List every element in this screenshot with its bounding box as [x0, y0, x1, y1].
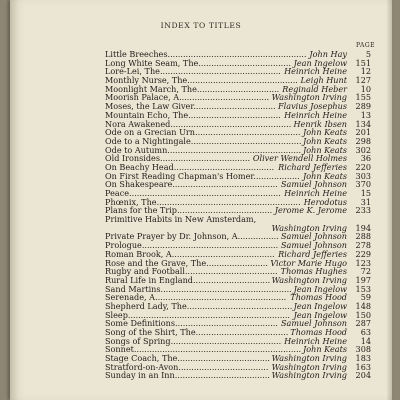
entry-title: Song of the Shirt, The.................................... — [105, 327, 289, 337]
entry-page-number: 289 — [355, 101, 371, 112]
dot-leader: ......................................... — [172, 179, 278, 190]
entry-page-number: 5 — [365, 49, 371, 59]
entry-page-number: 233 — [355, 205, 371, 216]
entry-author: Victor Marie Hugo — [270, 257, 347, 268]
entry-title: Old Ironsides................................... — [105, 153, 251, 164]
entry-author: Heinrich Heine — [284, 66, 347, 77]
entry-author: John Keats — [303, 135, 347, 146]
entry-page-number: 302 — [355, 144, 371, 155]
entry-page-number: 13 — [360, 109, 371, 120]
entry-page-number: 204 — [355, 370, 371, 381]
dot-leader: ........................................... — [187, 75, 298, 86]
entry-author: Samuel Johnson — [281, 318, 347, 329]
entry-title: Primitive Habits in New Amsterdam, — [105, 214, 257, 225]
dot-leader: .............................. — [192, 274, 271, 285]
dot-leader: .................................... — [177, 353, 270, 364]
entry-title: Sand Martins................................................... — [105, 283, 292, 294]
entry-page-number: 155 — [355, 92, 371, 103]
dot-leader: ................ — [237, 231, 279, 242]
entry-title: Rugby and Football.................................... — [105, 266, 278, 277]
dot-leader: ........................................................ — [156, 196, 301, 207]
entry-author: Samuel Johnson — [281, 240, 347, 251]
entry-title: Phœnix, The........................................................ — [105, 196, 301, 207]
entry-author: John Keats — [303, 170, 347, 181]
entry-author: Thomas Hood — [290, 292, 347, 303]
entry-page-number: 31 — [360, 196, 371, 207]
entry-title: Prologue..................................................... — [105, 240, 279, 251]
entry-author: Heinrich Heine — [284, 188, 347, 198]
entry-page-number: 220 — [355, 161, 371, 172]
entry-title: Long White Seam, The.................................... — [105, 57, 291, 68]
entry-author: Henrik Ibsen — [293, 118, 347, 129]
entry-page-number: 183 — [355, 353, 371, 364]
entry-author: Jean Ingelow — [293, 309, 347, 320]
entry-title: On Beachy Head....................................... — [105, 161, 275, 172]
dot-leader: ........................ — [206, 257, 268, 268]
dot-leader: ........................................ — [171, 248, 275, 259]
index-heading: INDEX TO TITLES — [160, 21, 242, 30]
dot-leader: ............................................... — [159, 66, 281, 77]
entry-author: Washington Irving — [271, 222, 347, 233]
entry-page-number: 127 — [355, 75, 371, 86]
entry-author: Washington Irving — [271, 353, 347, 364]
entry-title: Rose and the Grave, The........................ — [105, 257, 268, 268]
entry-title: Songs of Spring........................................... — [105, 335, 282, 346]
dot-leader: .................................... — [195, 327, 289, 337]
entry-title: Moorish Palace, A................................... — [105, 92, 270, 103]
entry-author: Thomas Hood — [290, 327, 347, 337]
entry-page-number: 370 — [355, 179, 371, 190]
entry-author: Heinrich Heine — [284, 109, 347, 120]
entry-page-number: 12 — [360, 66, 371, 77]
entry-title: Sonnet................................................................. — [105, 344, 302, 355]
entry-page-number: 298 — [355, 135, 371, 146]
dot-leader: .................................... — [198, 57, 291, 68]
entry-author: Richard Jefferies — [278, 161, 347, 172]
entry-title: Moonlight March, The................................ — [105, 83, 280, 94]
dot-leader: ................................... — [178, 361, 269, 372]
dot-leader: .................................... — [184, 266, 278, 277]
entry-page-number: 303 — [355, 170, 371, 181]
dot-leader: ................................................................. — [133, 344, 302, 355]
entry-title: Stage Coach, The.................................... — [105, 353, 270, 364]
entry-title: Moses, the Law Giver................................ — [105, 101, 276, 112]
entry-title: Rural Life in England.............................. — [105, 274, 271, 285]
dot-leader: ........................................ — [175, 318, 278, 329]
entry-title: Shepherd Lady, The......................................... — [105, 300, 293, 311]
entry-page-number: 229 — [355, 248, 371, 259]
dot-leader: ............................................... — [170, 118, 292, 129]
entry-page-number: 148 — [355, 300, 371, 311]
entry-page-number: 197 — [355, 274, 371, 285]
entry-page-number: 201 — [355, 127, 371, 138]
entry-author: Samuel Johnson — [281, 179, 347, 190]
entry-title: Plans for the Trip..................................... — [105, 205, 273, 216]
dot-leader: ......................................... — [186, 300, 293, 311]
dot-leader: ........................................................... — [129, 188, 281, 198]
entry-page-number: 163 — [355, 361, 371, 372]
dot-leader: ................................................... — [155, 292, 287, 303]
dot-leader: ................................ — [193, 101, 276, 112]
entry-title: Nora Awakened............................................... — [105, 118, 292, 129]
dot-leader: .................. — [253, 170, 300, 181]
dot-leader: .................................... — [188, 109, 281, 120]
entry-author: John Keats — [303, 344, 347, 355]
entry-title: Some Definitions........................................ — [105, 318, 278, 329]
entry-author: Richard Jefferies — [278, 248, 347, 259]
entry-title: Serenade, A................................................... — [105, 292, 287, 303]
entry-page-number: 10 — [360, 83, 371, 94]
entry-title: On Shakespeare......................................... — [105, 179, 278, 190]
entry-title: Ode to a Nightingale........................................... — [105, 135, 302, 146]
dot-leader: ........................................... — [190, 135, 302, 146]
dot-leader: ........................................... — [170, 335, 282, 346]
entry-title: Monthly Nurse, The........................................... — [105, 75, 298, 86]
dot-leader: ....................................... — [173, 161, 275, 172]
entry-page-number: 123 — [355, 257, 371, 268]
entry-title: Lore-Lei, The............................................... — [105, 66, 281, 77]
dot-leader: ..................................... — [176, 205, 273, 216]
dot-leader: ................................... — [160, 153, 251, 164]
index-list — [105, 50, 371, 380]
entry-title: Roman Brook, A........................................ — [105, 248, 275, 259]
entry-title: Stratford-on-Avon................................... — [105, 361, 269, 372]
entry-author: John Keats — [303, 127, 347, 138]
entry-page-number: 153 — [355, 283, 371, 294]
entry-author: Thomas Hughes — [280, 266, 347, 277]
entry-page-number: 63 — [360, 327, 371, 337]
dot-leader: ...................................................... — [167, 49, 307, 59]
dot-leader: ......................................... — [195, 127, 301, 138]
entry-title: Private Prayer by Dr. Johnson, A................ — [105, 231, 279, 242]
entry-page-number: 150 — [355, 309, 371, 320]
entry-author: Jerome K. Jerome — [274, 205, 347, 216]
dot-leader: ............................................................... — [127, 309, 290, 320]
entry-page-number: 278 — [355, 240, 371, 251]
entry-author: Leigh Hunt — [300, 75, 347, 86]
entry-author: Washington Irving — [271, 92, 347, 103]
dot-leader: ..................................................... — [141, 240, 279, 251]
entry-title: Sleep............................................................... — [105, 309, 290, 320]
entry-title: Mountain Echo, The.................................... — [105, 109, 281, 120]
entry-page-number: 151 — [355, 57, 371, 68]
entry-page-number: 288 — [355, 231, 371, 242]
entry-page-number: 72 — [360, 266, 371, 277]
entry-title: On First Reading Chapman's Homer.................. — [105, 170, 300, 181]
entry-page-number: 15 — [360, 188, 371, 198]
entry-author: Washington Irving — [271, 274, 347, 285]
entry-author: Reginald Heber — [282, 83, 347, 94]
entry-author: Oliver Wendell Holmes — [252, 153, 347, 164]
entry-page-number: 36 — [360, 153, 371, 164]
entry-page-number: 308 — [355, 344, 371, 355]
entry-page-number: 287 — [355, 318, 371, 329]
entry-author: Washington Irving — [271, 370, 347, 381]
dot-leader: ................................... — [179, 92, 270, 103]
entry-author: John Hay — [309, 49, 347, 59]
entry-page-number: 59 — [360, 292, 371, 303]
entry-author: Jean Ingelow — [293, 300, 347, 311]
entry-author: Heinrich Heine — [284, 335, 347, 346]
entry-author: Flavius Josephus — [278, 101, 347, 112]
book-page — [10, 0, 392, 400]
entry-author: Samuel Johnson — [281, 231, 347, 242]
entry-title: Ode on a Grecian Urn......................................... — [105, 127, 301, 138]
entry-page-number: 134 — [355, 118, 371, 129]
dot-leader: ..................................... — [174, 370, 270, 381]
entry-author: Jean Ingelow — [293, 283, 347, 294]
entry-page-number: 14 — [360, 335, 371, 346]
page-column-label: PAGE — [356, 42, 375, 49]
entry-author: Herodotus — [303, 196, 347, 207]
dot-leader: ................................................... — [160, 283, 292, 294]
entry-page-number: 194 — [355, 222, 371, 233]
entry-author: Jean Ingelow — [293, 57, 347, 68]
entry-title: Peace........................................................... — [105, 188, 281, 198]
dot-leader: ................................ — [196, 83, 280, 94]
dot-leader: .................................................... — [167, 144, 302, 155]
index-entry — [105, 371, 371, 380]
entry-author: Washington Irving — [271, 361, 347, 372]
entry-title: Ode to Autumn.................................................... — [105, 144, 302, 155]
entry-title: Little Breeches...................................................... — [105, 49, 307, 59]
entry-title: Sunday in an Inn..................................... — [105, 370, 270, 381]
entry-author: John Keats — [303, 144, 347, 155]
